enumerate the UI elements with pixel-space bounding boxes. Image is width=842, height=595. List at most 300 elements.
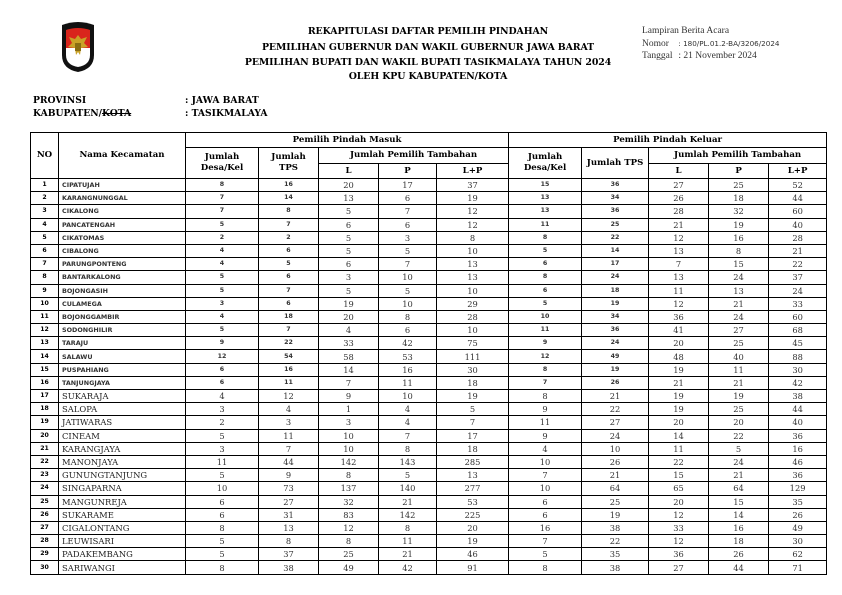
kabupaten-label-text: KABUPATEN/ — [33, 107, 102, 119]
table-cell-no: 22 — [31, 455, 59, 468]
rekap-table-body — [31, 179, 827, 575]
table-cell-masuk-p: 17 — [379, 179, 437, 192]
table-row — [31, 324, 827, 337]
table-cell-keluar-tps: 49 — [582, 350, 649, 363]
table-row — [31, 363, 827, 376]
table-row — [31, 271, 827, 284]
provinsi-row — [33, 95, 268, 108]
table-cell-keluar-lp: 16 — [769, 442, 827, 455]
table-cell-keluar-tps: 24 — [582, 337, 649, 350]
table-cell-masuk-tps: 9 — [259, 469, 319, 482]
table-cell-kecamatan: SINGAPARNA — [59, 482, 186, 495]
table-cell-keluar-l: 15 — [649, 469, 709, 482]
table-cell-masuk-p: 11 — [379, 535, 437, 548]
table-cell-keluar-desa: 8 — [509, 271, 582, 284]
table-cell-masuk-l: 3 — [319, 271, 379, 284]
table-cell-kecamatan: CIKALONG — [59, 205, 186, 218]
table-cell-keluar-lp: 26 — [769, 508, 827, 521]
table-cell-keluar-lp: 44 — [769, 192, 827, 205]
table-cell-keluar-l: 26 — [649, 192, 709, 205]
table-cell-masuk-l: 33 — [319, 337, 379, 350]
table-cell-masuk-lp: 46 — [437, 548, 509, 561]
table-cell-keluar-p: 15 — [709, 258, 769, 271]
table-cell-masuk-desa: 8 — [186, 521, 259, 534]
table-cell-masuk-lp: 225 — [437, 508, 509, 521]
table-cell-masuk-p: 143 — [379, 455, 437, 468]
table-cell-kecamatan: SUKARAJA — [59, 390, 186, 403]
table-cell-keluar-l: 33 — [649, 521, 709, 534]
table-cell-masuk-p: 10 — [379, 390, 437, 403]
table-cell-masuk-tps: 7 — [259, 284, 319, 297]
table-cell-masuk-tps: 6 — [259, 297, 319, 310]
table-cell-masuk-desa: 6 — [186, 495, 259, 508]
table-cell-masuk-desa: 5 — [186, 548, 259, 561]
table-cell-no: 26 — [31, 508, 59, 521]
table-cell-keluar-tps: 36 — [582, 205, 649, 218]
table-row — [31, 258, 827, 271]
table-cell-masuk-l: 5 — [319, 244, 379, 257]
table-cell-masuk-l: 3 — [319, 416, 379, 429]
table-cell-keluar-tps: 38 — [582, 561, 649, 574]
table-cell-masuk-tps: 7 — [259, 324, 319, 337]
table-cell-masuk-desa: 3 — [186, 297, 259, 310]
table-cell-masuk-tps: 54 — [259, 350, 319, 363]
table-cell-keluar-p: 18 — [709, 192, 769, 205]
table-row — [31, 284, 827, 297]
table-cell-masuk-tps: 37 — [259, 548, 319, 561]
table-cell-masuk-p: 3 — [379, 231, 437, 244]
table-cell-masuk-lp: 10 — [437, 284, 509, 297]
header-masuk-tambahan: Jumlah Pemilih Tambahan — [319, 148, 509, 164]
kabupaten-value: : TASIKMALAYA — [185, 107, 268, 119]
table-cell-keluar-desa: 6 — [509, 258, 582, 271]
table-cell-masuk-desa: 5 — [186, 535, 259, 548]
table-cell-masuk-lp: 19 — [437, 390, 509, 403]
kpu-emblem-icon — [58, 21, 98, 73]
table-cell-masuk-tps: 12 — [259, 390, 319, 403]
table-cell-keluar-desa: 8 — [509, 231, 582, 244]
kota-label-struck: KOTA — [101, 107, 132, 119]
title-line: OLEH KPU KABUPATEN/KOTA — [348, 71, 508, 83]
table-cell-masuk-lp: 18 — [437, 442, 509, 455]
table-cell-keluar-p: 27 — [709, 324, 769, 337]
table-cell-keluar-p: 24 — [709, 455, 769, 468]
table-cell-keluar-lp: 36 — [769, 469, 827, 482]
table-cell-keluar-desa: 9 — [509, 337, 582, 350]
table-cell-keluar-l: 11 — [649, 284, 709, 297]
table-row — [31, 495, 827, 508]
table-cell-no: 29 — [31, 548, 59, 561]
table-cell-no: 9 — [31, 284, 59, 297]
header-text: Desa/Kel — [200, 163, 244, 173]
table-cell-masuk-tps: 18 — [259, 310, 319, 323]
table-cell-masuk-p: 6 — [379, 324, 437, 337]
table-cell-keluar-l: 11 — [649, 442, 709, 455]
table-cell-keluar-lp: 45 — [769, 337, 827, 350]
title-line: REKAPITULASI DAFTAR PEMILIH PINDAHAN — [307, 26, 549, 37]
table-cell-masuk-l: 13 — [319, 192, 379, 205]
table-row — [31, 442, 827, 455]
table-cell-keluar-desa: 10 — [509, 455, 582, 468]
table-cell-keluar-p: 15 — [709, 495, 769, 508]
table-cell-masuk-lp: 17 — [437, 429, 509, 442]
table-cell-kecamatan: MANONJAYA — [59, 455, 186, 468]
table-cell-keluar-l: 19 — [649, 403, 709, 416]
table-cell-keluar-p: 26 — [709, 548, 769, 561]
table-cell-keluar-p: 8 — [709, 244, 769, 257]
table-cell-masuk-p: 4 — [379, 403, 437, 416]
kabupaten-row — [33, 108, 268, 121]
table-cell-masuk-desa: 7 — [186, 192, 259, 205]
table-cell-keluar-tps: 21 — [582, 390, 649, 403]
table-cell-keluar-lp: 60 — [769, 310, 827, 323]
table-cell-keluar-p: 25 — [709, 337, 769, 350]
table-cell-masuk-lp: 285 — [437, 455, 509, 468]
table-cell-keluar-desa: 6 — [509, 495, 582, 508]
table-cell-masuk-p: 8 — [379, 521, 437, 534]
table-cell-keluar-tps: 19 — [582, 363, 649, 376]
table-cell-kecamatan: JATIWARAS — [59, 416, 186, 429]
table-cell-masuk-lp: 18 — [437, 376, 509, 389]
table-cell-no: 4 — [31, 218, 59, 231]
table-cell-keluar-tps: 22 — [582, 231, 649, 244]
table-cell-masuk-p: 5 — [379, 244, 437, 257]
table-cell-kecamatan: BANTARKALONG — [59, 271, 186, 284]
table-cell-keluar-lp: 38 — [769, 390, 827, 403]
table-row — [31, 337, 827, 350]
table-cell-masuk-tps: 7 — [259, 218, 319, 231]
header-text: Jumlah — [527, 152, 563, 162]
table-cell-masuk-p: 10 — [379, 297, 437, 310]
table-cell-masuk-desa: 4 — [186, 390, 259, 403]
table-cell-keluar-lp: 21 — [769, 244, 827, 257]
table-cell-masuk-p: 142 — [379, 508, 437, 521]
table-cell-keluar-lp: 62 — [769, 548, 827, 561]
table-cell-no: 5 — [31, 231, 59, 244]
table-cell-keluar-lp: 68 — [769, 324, 827, 337]
table-cell-keluar-l: 21 — [649, 376, 709, 389]
table-cell-masuk-lp: 19 — [437, 535, 509, 548]
table-cell-kecamatan: KARANGJAYA — [59, 442, 186, 455]
header-keluar-tps: Jumlah TPS — [582, 148, 649, 179]
table-cell-masuk-desa: 4 — [186, 244, 259, 257]
table-cell-keluar-p: 5 — [709, 442, 769, 455]
table-cell-kecamatan: PADAKEMBANG — [59, 548, 186, 561]
table-cell-keluar-tps: 24 — [582, 429, 649, 442]
table-cell-masuk-p: 10 — [379, 271, 437, 284]
table-cell-keluar-tps: 27 — [582, 416, 649, 429]
table-cell-masuk-l: 5 — [319, 231, 379, 244]
table-cell-keluar-tps: 18 — [582, 284, 649, 297]
table-cell-masuk-tps: 44 — [259, 455, 319, 468]
table-cell-no: 13 — [31, 337, 59, 350]
table-cell-keluar-desa: 9 — [509, 429, 582, 442]
kabupaten-label — [33, 108, 185, 121]
table-cell-keluar-desa: 12 — [509, 350, 582, 363]
table-cell-masuk-l: 1 — [319, 403, 379, 416]
table-cell-masuk-desa: 12 — [186, 350, 259, 363]
table-row — [31, 429, 827, 442]
table-cell-keluar-l: 48 — [649, 350, 709, 363]
table-cell-keluar-tps: 25 — [582, 495, 649, 508]
table-cell-masuk-lp: 12 — [437, 218, 509, 231]
table-row — [31, 508, 827, 521]
table-cell-keluar-p: 22 — [709, 429, 769, 442]
table-cell-keluar-l: 13 — [649, 271, 709, 284]
table-cell-kecamatan: KARANGNUNGGAL — [59, 192, 186, 205]
header-nama-kecamatan: Nama Kecamatan — [59, 133, 186, 179]
table-cell-masuk-lp: 111 — [437, 350, 509, 363]
table-cell-keluar-desa: 7 — [509, 469, 582, 482]
table-cell-masuk-lp: 29 — [437, 297, 509, 310]
table-cell-keluar-l: 7 — [649, 258, 709, 271]
table-cell-keluar-p: 18 — [709, 535, 769, 548]
table-cell-masuk-p: 5 — [379, 284, 437, 297]
table-cell-keluar-lp: 28 — [769, 231, 827, 244]
table-cell-masuk-l: 8 — [319, 535, 379, 548]
table-cell-keluar-l: 12 — [649, 535, 709, 548]
table-cell-keluar-tps: 19 — [582, 297, 649, 310]
header-masuk-lp: L+P — [437, 164, 509, 179]
table-cell-masuk-desa: 9 — [186, 337, 259, 350]
table-cell-kecamatan: LEUWISARI — [59, 535, 186, 548]
table-cell-keluar-tps: 26 — [582, 455, 649, 468]
table-cell-keluar-desa: 5 — [509, 297, 582, 310]
table-cell-masuk-desa: 8 — [186, 179, 259, 192]
table-cell-masuk-tps: 2 — [259, 231, 319, 244]
table-cell-masuk-desa: 10 — [186, 482, 259, 495]
table-cell-keluar-desa: 5 — [509, 244, 582, 257]
table-cell-keluar-tps: 10 — [582, 442, 649, 455]
table-cell-keluar-p: 19 — [709, 218, 769, 231]
table-cell-keluar-desa: 13 — [509, 205, 582, 218]
table-cell-no: 21 — [31, 442, 59, 455]
table-cell-masuk-p: 8 — [379, 310, 437, 323]
table-cell-keluar-lp: 35 — [769, 495, 827, 508]
table-cell-keluar-p: 64 — [709, 482, 769, 495]
table-cell-masuk-lp: 13 — [437, 469, 509, 482]
header-text: Desa/Kel — [523, 163, 567, 173]
header-keluar-desa — [509, 148, 582, 179]
table-cell-masuk-lp: 37 — [437, 179, 509, 192]
nomor-value: : 180/PL.01.2-BA/3206/2024 — [678, 38, 780, 48]
table-row — [31, 390, 827, 403]
table-cell-masuk-l: 10 — [319, 442, 379, 455]
table-cell-masuk-l: 137 — [319, 482, 379, 495]
table-cell-masuk-lp: 277 — [437, 482, 509, 495]
table-cell-masuk-tps: 3 — [259, 416, 319, 429]
header-text: Jumlah — [204, 152, 240, 162]
header-keluar-l: L — [649, 164, 709, 179]
table-cell-kecamatan: TANJUNGJAYA — [59, 376, 186, 389]
table-cell-masuk-desa: 2 — [186, 416, 259, 429]
table-cell-masuk-tps: 16 — [259, 363, 319, 376]
table-cell-keluar-p: 14 — [709, 508, 769, 521]
lampiran-tanggal — [642, 50, 779, 63]
table-cell-keluar-lp: 52 — [769, 179, 827, 192]
table-cell-masuk-tps: 11 — [259, 429, 319, 442]
document-title — [210, 25, 646, 85]
table-cell-masuk-l: 20 — [319, 310, 379, 323]
header-text: TPS — [278, 163, 299, 173]
table-cell-keluar-desa: 16 — [509, 521, 582, 534]
table-cell-keluar-tps: 38 — [582, 521, 649, 534]
table-cell-kecamatan: PARUNGPONTENG — [59, 258, 186, 271]
table-cell-masuk-l: 142 — [319, 455, 379, 468]
table-cell-masuk-desa: 5 — [186, 271, 259, 284]
table-cell-masuk-desa: 5 — [186, 324, 259, 337]
table-cell-keluar-l: 13 — [649, 244, 709, 257]
table-row — [31, 218, 827, 231]
header-masuk-p: P — [379, 164, 437, 179]
provinsi-value: : JAWA BARAT — [185, 95, 259, 106]
table-cell-kecamatan: SALOPA — [59, 403, 186, 416]
table-cell-keluar-desa: 11 — [509, 324, 582, 337]
table-cell-keluar-lp: 33 — [769, 297, 827, 310]
table-cell-no: 7 — [31, 258, 59, 271]
nomor-label: Nomor — [642, 38, 669, 49]
table-cell-keluar-l: 20 — [649, 337, 709, 350]
table-cell-keluar-tps: 22 — [582, 535, 649, 548]
table-cell-masuk-p: 16 — [379, 363, 437, 376]
table-cell-masuk-tps: 27 — [259, 495, 319, 508]
table-row — [31, 469, 827, 482]
tanggal-label: Tanggal — [642, 51, 673, 61]
table-cell-keluar-desa: 8 — [509, 561, 582, 574]
table-cell-masuk-l: 8 — [319, 469, 379, 482]
table-cell-keluar-desa: 7 — [509, 376, 582, 389]
table-cell-keluar-lp: 30 — [769, 363, 827, 376]
table-row — [31, 231, 827, 244]
table-cell-masuk-l: 9 — [319, 390, 379, 403]
header-keluar-tambahan: Jumlah Pemilih Tambahan — [649, 148, 827, 164]
tanggal-value: : 21 November 2024 — [678, 51, 757, 61]
table-cell-keluar-l: 36 — [649, 310, 709, 323]
table-cell-no: 3 — [31, 205, 59, 218]
table-row — [31, 548, 827, 561]
table-cell-masuk-lp: 10 — [437, 244, 509, 257]
table-cell-masuk-p: 5 — [379, 469, 437, 482]
table-cell-kecamatan: SUKARAME — [59, 508, 186, 521]
table-cell-masuk-p: 42 — [379, 561, 437, 574]
table-cell-keluar-tps: 24 — [582, 271, 649, 284]
table-cell-no: 10 — [31, 297, 59, 310]
table-cell-keluar-lp: 49 — [769, 521, 827, 534]
kpu-logo — [58, 21, 98, 73]
table-cell-masuk-desa: 5 — [186, 429, 259, 442]
table-cell-masuk-l: 49 — [319, 561, 379, 574]
table-cell-keluar-lp: 71 — [769, 561, 827, 574]
table-cell-masuk-p: 21 — [379, 548, 437, 561]
table-cell-keluar-p: 19 — [709, 390, 769, 403]
table-cell-keluar-desa: 7 — [509, 535, 582, 548]
table-cell-keluar-desa: 11 — [509, 416, 582, 429]
table-cell-keluar-l: 27 — [649, 179, 709, 192]
table-cell-keluar-l: 28 — [649, 205, 709, 218]
table-cell-keluar-desa: 10 — [509, 310, 582, 323]
table-cell-keluar-tps: 22 — [582, 403, 649, 416]
table-cell-keluar-tps: 64 — [582, 482, 649, 495]
table-cell-masuk-lp: 20 — [437, 521, 509, 534]
table-cell-masuk-tps: 14 — [259, 192, 319, 205]
table-cell-masuk-l: 14 — [319, 363, 379, 376]
table-cell-no: 27 — [31, 521, 59, 534]
table-cell-keluar-l: 36 — [649, 548, 709, 561]
table-cell-masuk-l: 83 — [319, 508, 379, 521]
table-cell-keluar-tps: 34 — [582, 192, 649, 205]
header-masuk-desa — [186, 148, 259, 179]
table-cell-keluar-l: 14 — [649, 429, 709, 442]
table-cell-keluar-p: 21 — [709, 297, 769, 310]
table-cell-masuk-lp: 28 — [437, 310, 509, 323]
table-cell-keluar-desa: 9 — [509, 403, 582, 416]
table-cell-masuk-tps: 13 — [259, 521, 319, 534]
table-cell-kecamatan: CIPATUJAH — [59, 179, 186, 192]
table-cell-keluar-p: 25 — [709, 179, 769, 192]
table-cell-keluar-desa: 6 — [509, 284, 582, 297]
table-cell-keluar-p: 21 — [709, 376, 769, 389]
table-cell-no: 2 — [31, 192, 59, 205]
table-cell-kecamatan: BOJONGASIH — [59, 284, 186, 297]
table-cell-masuk-p: 53 — [379, 350, 437, 363]
table-cell-masuk-p: 8 — [379, 442, 437, 455]
table-cell-no: 30 — [31, 561, 59, 574]
table-cell-no: 17 — [31, 390, 59, 403]
table-cell-keluar-lp: 24 — [769, 284, 827, 297]
table-cell-masuk-desa: 11 — [186, 455, 259, 468]
table-cell-kecamatan: CIKATOMAS — [59, 231, 186, 244]
table-cell-kecamatan: PUSPAHIANG — [59, 363, 186, 376]
table-cell-keluar-desa: 11 — [509, 218, 582, 231]
table-cell-masuk-lp: 30 — [437, 363, 509, 376]
table-cell-keluar-tps: 25 — [582, 218, 649, 231]
table-cell-masuk-lp: 75 — [437, 337, 509, 350]
table-cell-keluar-l: 19 — [649, 390, 709, 403]
table-cell-keluar-tps: 36 — [582, 324, 649, 337]
table-cell-masuk-lp: 10 — [437, 324, 509, 337]
table-cell-masuk-lp: 53 — [437, 495, 509, 508]
table-cell-keluar-lp: 22 — [769, 258, 827, 271]
table-cell-keluar-lp: 40 — [769, 218, 827, 231]
table-cell-masuk-desa: 4 — [186, 310, 259, 323]
table-cell-masuk-desa: 2 — [186, 231, 259, 244]
table-cell-masuk-desa: 5 — [186, 284, 259, 297]
table-cell-masuk-l: 6 — [319, 218, 379, 231]
header-keluar-p: P — [709, 164, 769, 179]
table-cell-kecamatan: CIGALONTANG — [59, 521, 186, 534]
provinsi-label: PROVINSI — [33, 95, 87, 106]
table-cell-keluar-p: 25 — [709, 403, 769, 416]
table-cell-masuk-lp: 8 — [437, 231, 509, 244]
table-cell-masuk-lp: 12 — [437, 205, 509, 218]
table-cell-masuk-tps: 6 — [259, 271, 319, 284]
table-row — [31, 376, 827, 389]
table-cell-masuk-desa: 7 — [186, 205, 259, 218]
table-cell-kecamatan: TARAJU — [59, 337, 186, 350]
table-row — [31, 244, 827, 257]
table-cell-masuk-desa: 6 — [186, 363, 259, 376]
table-cell-no: 23 — [31, 469, 59, 482]
table-cell-no: 18 — [31, 403, 59, 416]
header-pemilih-keluar: Pemilih Pindah Keluar — [509, 133, 827, 148]
table-cell-masuk-lp: 5 — [437, 403, 509, 416]
table-cell-no: 1 — [31, 179, 59, 192]
lampiran-nomor — [642, 38, 779, 51]
table-cell-keluar-lp: 42 — [769, 376, 827, 389]
table-cell-masuk-l: 32 — [319, 495, 379, 508]
table-cell-masuk-l: 58 — [319, 350, 379, 363]
table-cell-keluar-l: 19 — [649, 363, 709, 376]
